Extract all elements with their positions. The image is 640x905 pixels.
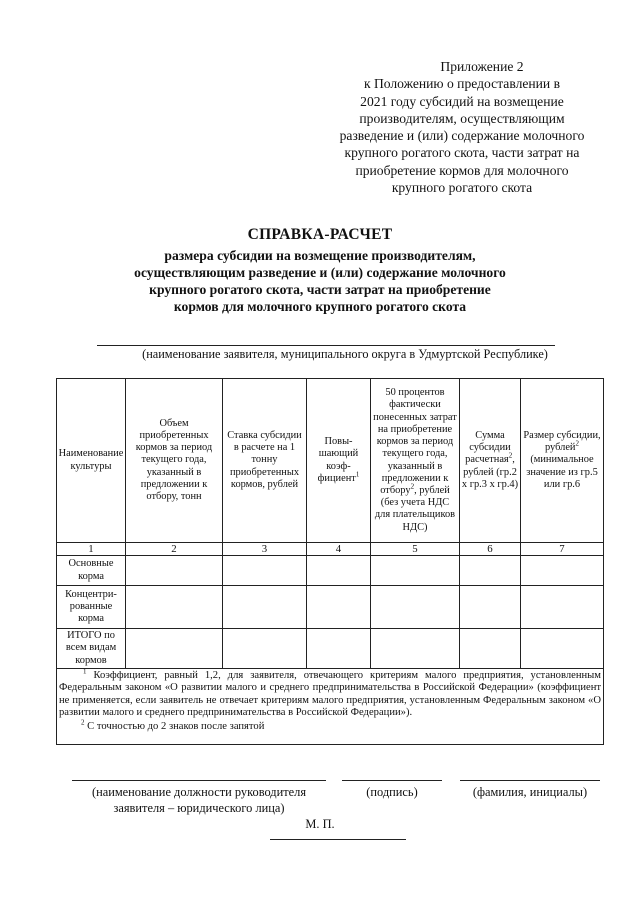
column-number: 4	[307, 543, 371, 556]
appendix-line: 2021 году субсидий на возмещение	[360, 93, 564, 109]
header-actual-costs: 50 процентов фактически понесенных затрат на приобретение кормов за период текущего года, указанный в предложении к отбору$^2$, рублей (без учета НДС для плательщиков НДС)	[371, 379, 460, 543]
name-caption: (фамилия, инициалы)	[472, 785, 588, 799]
document-title: СПРАВКА-РАСЧЕТ	[247, 226, 393, 243]
table-cell[interactable]	[521, 586, 604, 629]
footnotes-cell	[57, 669, 604, 745]
table-cell[interactable]	[307, 586, 371, 629]
row-label: ИТОГО по всем видам кормов	[57, 629, 126, 669]
footnotes-row	[57, 669, 604, 745]
table-cell[interactable]	[460, 629, 521, 669]
document-subtitle-line: кормов для молочного крупного рогатого скота	[173, 299, 467, 314]
appendix-block	[322, 58, 602, 196]
table-cell[interactable]	[460, 586, 521, 629]
table-cell[interactable]	[371, 629, 460, 669]
table-cell[interactable]	[223, 629, 307, 669]
document-subtitle-line: размера субсидии на возмещение производителям,	[164, 248, 476, 263]
document-subtitle-line: крупного рогатого скота, части затрат на приобретение	[149, 282, 491, 297]
appendix-line: производителям, осуществляющим	[359, 110, 565, 126]
table-cell[interactable]	[126, 586, 223, 629]
appendix-line: к Положению о предоставлении в	[363, 76, 561, 92]
document-subtitle-line: осуществляющим разведение и (или) содержание молочного	[134, 265, 506, 280]
column-number: 3	[223, 543, 307, 556]
appendix-line: крупного рогатого скота, части затрат на	[344, 145, 580, 161]
position-caption: (наименование должности руководителя заявителя – юридического лица)	[91, 785, 307, 815]
column-number-row	[57, 543, 604, 556]
table-row	[57, 629, 604, 669]
header-calculated-sum: Сумма субсидии расчетная$^2$, рублей (гр.2 х гр.3 х гр.4)	[460, 379, 521, 543]
table-cell[interactable]	[460, 556, 521, 586]
footnote-mark: 1	[83, 667, 87, 676]
column-number: 1	[57, 543, 126, 556]
table-cell[interactable]	[521, 629, 604, 669]
footnote-mark: 2	[508, 451, 513, 460]
table-cell[interactable]	[307, 556, 371, 586]
signature-caption: (подпись)	[366, 785, 418, 799]
appendix-line: разведение и (или) содержание молочного	[339, 128, 585, 144]
footnote-mark: 2	[575, 439, 579, 448]
appendix-title: Приложение 2	[440, 59, 524, 74]
document-heading	[60, 226, 580, 315]
header-feed-volume: Объем приобретенных кормов за период текущего года, указанный в предложении к отбору, тонн	[126, 379, 223, 543]
appendix-line: крупного рогатого скота	[391, 180, 533, 196]
header-subsidy-amount: Размер субсидии, рублей$^2$ (минимальное значение из гр.5 или гр.6	[521, 379, 604, 543]
applicant-name-line[interactable]	[97, 345, 555, 346]
column-number: 5	[371, 543, 460, 556]
applicant-caption: (наименование заявителя, муниципального округа в Удмуртской Республике)	[142, 347, 548, 361]
footnote-2: $^2$ С точностью до 2 знаков после запятой	[81, 718, 265, 732]
position-signature-line[interactable]	[72, 780, 326, 781]
appendix-line: приобретение кормов для молочного	[355, 162, 569, 178]
stamp-line	[270, 839, 406, 840]
column-number: 6	[460, 543, 521, 556]
table-cell[interactable]	[126, 556, 223, 586]
name-signature-line[interactable]	[460, 780, 600, 781]
column-number: 7	[521, 543, 604, 556]
stamp-label: М. П.	[305, 817, 335, 831]
footnote-mark: 2	[410, 482, 415, 491]
header-subsidy-rate: Ставка субсидии в расчете на 1 тонну приобретенных кормов, рублей	[223, 379, 307, 543]
table-header-row	[57, 379, 604, 543]
header-coefficient: Повы-шающий коэф-фициент$^1$	[307, 379, 371, 543]
footnote-1: $^1$ Коэффициент, равный 1,2, для заявителя, отвечающего критериям малого предприятия, установленным Федеральным законом «О развитии малого и среднего предпринимательства в Российской Федерации» (коэффициент не применяется, если заявитель не отвечает критериям малого предприятия, установленным Федеральным законом «О развитии малого и среднего предпринимательства в Российской Федерации»).	[59, 667, 601, 719]
row-label: Основные корма	[57, 556, 126, 586]
row-label: Концентри-рованные корма	[57, 586, 126, 629]
signature-line[interactable]	[342, 780, 442, 781]
table-cell[interactable]	[126, 629, 223, 669]
header-crop-name: Наименование культуры	[57, 379, 126, 543]
table-cell[interactable]	[223, 586, 307, 629]
column-number: 2	[126, 543, 223, 556]
table-cell[interactable]	[223, 556, 307, 586]
calculation-table	[56, 378, 604, 745]
footnote-mark: 1	[355, 470, 360, 479]
table-cell[interactable]	[307, 629, 371, 669]
table-cell[interactable]	[371, 586, 460, 629]
table-cell[interactable]	[521, 556, 604, 586]
table-row	[57, 586, 604, 629]
footnote-mark: 2	[81, 718, 85, 727]
table-row	[57, 556, 604, 586]
table-cell[interactable]	[371, 556, 460, 586]
